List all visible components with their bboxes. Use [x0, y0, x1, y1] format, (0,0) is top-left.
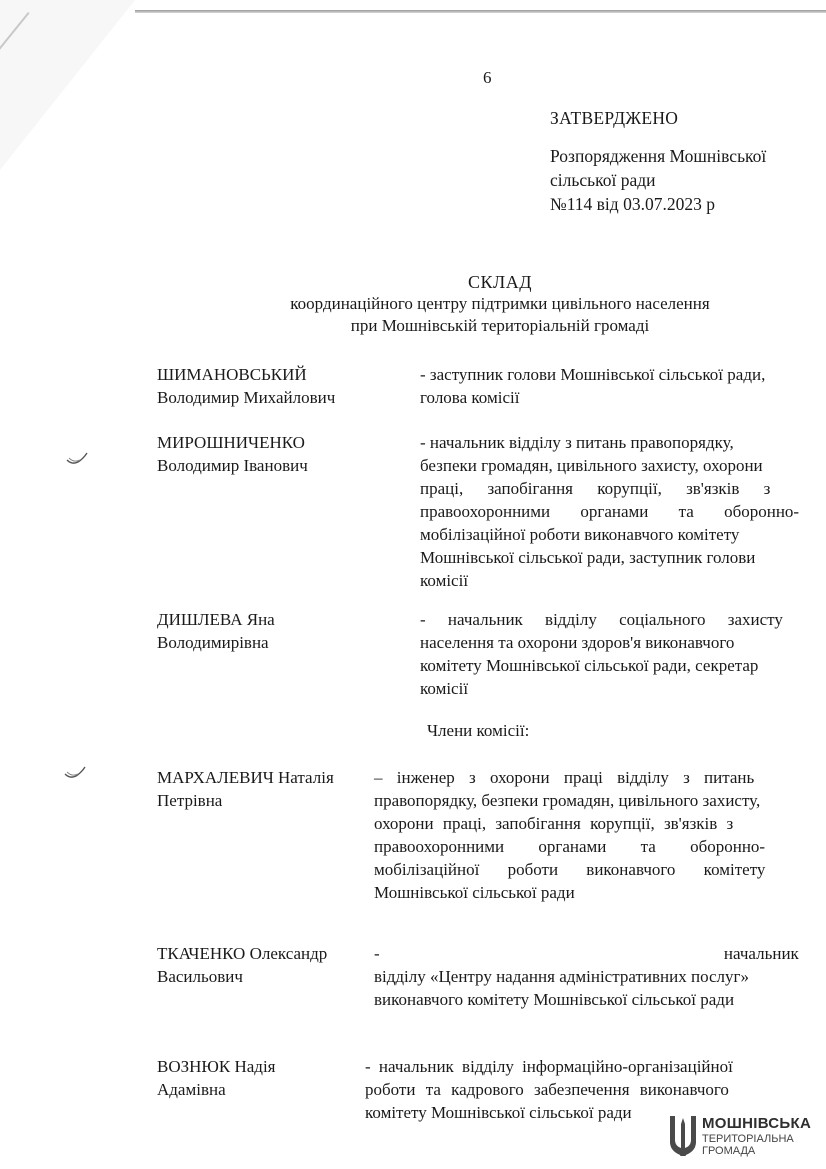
- role-line: голова комісії: [420, 388, 520, 407]
- member-role: [374, 942, 820, 1011]
- role-line: комітету Мошнівської сільської ради: [365, 1103, 632, 1122]
- role-line: безпеки громадян, цивільного захисту, охорони: [420, 456, 763, 475]
- page-number: 6: [483, 68, 492, 87]
- approval-line: сільської ради: [550, 170, 656, 190]
- approval-block: [550, 106, 766, 216]
- scan-folded-corner: [0, 0, 135, 170]
- member-surname: МИРОШНИЧЕНКО: [157, 433, 305, 452]
- document-title: СКЛАД: [468, 272, 532, 292]
- member-given-name: Васильович: [157, 967, 243, 986]
- role-line: - заступник голови Мошнівської сільської ради,: [420, 365, 766, 384]
- member-role: [420, 431, 820, 592]
- member-given-name: Петрівна: [157, 791, 223, 810]
- role-line: - начальник відділу соціального захисту: [420, 610, 783, 629]
- member-surname: ВОЗНЮК Надія: [157, 1057, 276, 1076]
- role-line: правоохоронними органами та оборонно-: [420, 502, 800, 521]
- role-line: відділу «Центру надання адміністративних послуг»: [374, 967, 749, 986]
- member-name: [157, 431, 372, 477]
- role-line: охорони праці, запобігання корупції, зв'язків з: [374, 814, 734, 833]
- member-given-name: Володимир Іванович: [157, 456, 308, 475]
- role-line: – інженер з охорони праці відділу з питань: [374, 768, 755, 787]
- member-name: [157, 1055, 372, 1101]
- scan-top-edge: [135, 10, 826, 13]
- member-surname: ДИШЛЕВА Яна: [157, 610, 275, 629]
- role-line: населення та охорони здоров'я виконавчого: [420, 633, 735, 652]
- member-given-name: Володимир Михайлович: [157, 388, 336, 407]
- approval-title: ЗАТВЕРДЖЕНО: [550, 108, 679, 128]
- logo-sub-line: ТЕРИТОРІАЛЬНА: [702, 1133, 794, 1145]
- community-logo: [668, 1112, 823, 1162]
- role-line: - начальник відділу з питань правопорядку,: [420, 433, 734, 452]
- logo-main-text: МОШНІВСЬКА: [702, 1115, 812, 1132]
- members-section-label: Члени комісії:: [427, 721, 530, 740]
- heading-line: при Мошнівській територіальній громаді: [350, 316, 650, 335]
- role-line: виконавчого комітету Мошнівської сільської ради: [374, 990, 735, 1009]
- role-line: правопорядку, безпеки громадян, цивільного захисту,: [374, 791, 761, 810]
- role-line: Мошнівської сільської ради, заступник голови: [420, 548, 756, 567]
- member-role: [420, 608, 820, 700]
- role-line: роботи та кадрового забезпечення виконавчого: [365, 1080, 729, 1099]
- role-line: мобілізаційної роботи виконавчого комітету: [374, 860, 766, 879]
- role-line: комісії: [420, 679, 469, 698]
- role-line: мобілізаційної роботи виконавчого комітету: [420, 525, 740, 544]
- margin-check-icon: [64, 766, 86, 780]
- role-line: Мошнівської сільської ради: [374, 883, 575, 902]
- member-surname: МАРХАЛЕВИЧ Наталія: [157, 768, 334, 787]
- member-role: [420, 363, 820, 409]
- member-name: [157, 766, 372, 812]
- logo-sub-text: [702, 1133, 822, 1157]
- margin-check-icon: [66, 452, 88, 466]
- role-line: правоохоронними органами та оборонно-: [374, 837, 766, 856]
- role-line: праці, запобігання корупції, зв'язків з: [420, 479, 771, 498]
- role-line: комітету Мошнівської сільської ради, секретар: [420, 656, 759, 675]
- member-name: [157, 363, 372, 409]
- heading-line: координаційного центру підтримки цивільного населення: [290, 294, 710, 313]
- member-given-name: Володимирівна: [157, 633, 269, 652]
- member-given-name: Адамівна: [157, 1080, 226, 1099]
- member-name: [157, 942, 372, 988]
- member-surname: ШИМАНОВСЬКИЙ: [157, 365, 307, 384]
- role-line: - начальник: [374, 944, 799, 963]
- role-line: - начальник відділу інформаційно-організаційної: [365, 1057, 733, 1076]
- member-role: [374, 766, 820, 904]
- logo-sub-line: ГРОМАДА: [702, 1145, 756, 1157]
- member-surname: ТКАЧЕНКО Олександр: [157, 944, 328, 963]
- approval-line: Розпорядження Мошнівської: [550, 146, 767, 166]
- approval-line: №114 від 03.07.2023 р: [550, 194, 715, 214]
- member-name: [157, 608, 372, 654]
- document-heading: [180, 271, 820, 337]
- role-line: комісії: [420, 571, 469, 590]
- trident-icon: [668, 1112, 698, 1158]
